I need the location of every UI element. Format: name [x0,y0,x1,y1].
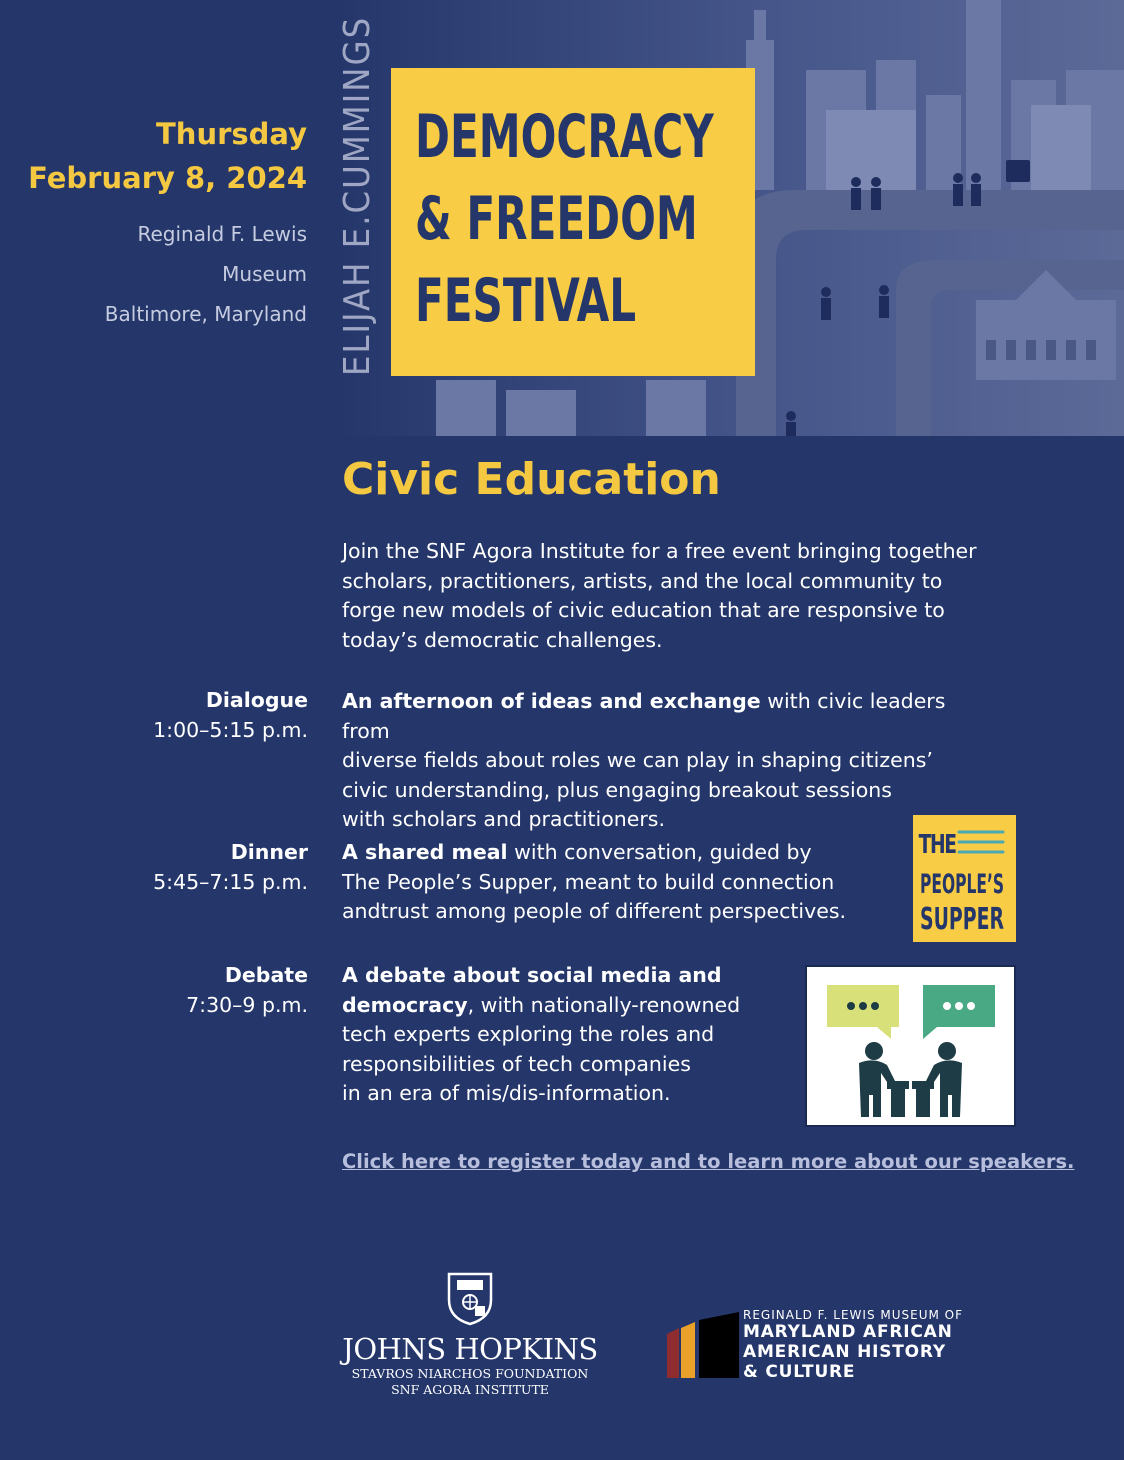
session-text: with scholars and practitioners. [342,807,665,831]
museum-emblem-icon [665,1308,741,1380]
session-name: Dialogue [205,688,308,712]
debate-illustration [805,965,1016,1127]
session-text: The People’s Supper, meant to build connection [342,869,835,894]
session-text: diverse fields about roles we can play in shaping citizens’ [342,748,933,772]
museum-logo [665,1308,995,1383]
venue-line: Museum [222,262,307,286]
museum-name-top: REGINALD F. LEWIS MUSEUM OF [743,1308,964,1322]
vertical-honoree-name: ELIJAH E.CUMMINGS [337,15,378,376]
supper-logo-word: THE [918,828,957,860]
schedule-text-dialogue [342,687,982,835]
intro-paragraph: Join the SNF Agora Institute for a free event bringing together scholars, practitioners, artists, and the local community to forge new models of civic education that are responsive to today’s democratic challenges. [342,539,977,652]
session-time: 5:45–7:15 p.m. [153,869,308,894]
museum-name-line: AMERICAN HISTORY [743,1342,946,1362]
session-text: responsibilities of tech companies [342,1051,691,1076]
event-date-block [28,112,307,334]
museum-name-main [743,1322,953,1382]
festival-title-box [391,68,755,376]
schedule-label-dinner [153,838,308,897]
jhu-subtitle: SNF AGORA INSTITUTE [391,1382,549,1397]
supper-logo-word: PEOPLE’S [920,869,1004,900]
section-title: Civic Education [342,454,721,505]
event-date: February 8, 2024 [28,161,307,195]
session-text: civic understanding, plus engaging breakout sessions [342,777,892,802]
jhu-subtitle: STAVROS NIARCHOS FOUNDATION [351,1366,589,1381]
session-text: with conversation, guided by [507,840,812,864]
supper-logo-word: SUPPER [920,902,1005,937]
event-venue [28,214,307,334]
venue-line: Reginald F. Lewis [137,222,307,246]
session-text: andtrust among people of different perspectives. [342,899,847,923]
festival-title-line: & FREEDOM [415,184,698,254]
jhu-logo [330,1270,610,1398]
schedule-label-debate [186,961,308,1020]
jhu-shield-icon [445,1270,495,1326]
session-text: , with nationally-renowned [467,992,741,1017]
session-text: in an era of mis/dis-information. [342,1081,671,1105]
register-link[interactable]: Click here to register today and to learn more about our speakers. [342,1150,1075,1173]
session-time: 7:30–9 p.m. [186,992,308,1017]
session-highlight: A debate about social media and [342,963,722,987]
museum-name-line: & CULTURE [743,1362,856,1382]
peoples-supper-logo [913,815,1016,942]
schedule-label-dialogue [153,686,308,745]
museum-name-line: MARYLAND AFRICAN [743,1322,953,1342]
session-highlight: An afternoon of ideas and exchange [342,689,761,713]
session-highlight: democracy [342,992,468,1017]
session-name: Dinner [230,840,308,864]
session-highlight: A shared meal [342,840,508,864]
session-name: Debate [224,963,308,987]
session-time: 1:00–5:15 p.m. [153,717,308,742]
festival-title-line: FESTIVAL [415,266,637,336]
session-text: tech experts exploring the roles and [342,1022,715,1046]
event-day: Thursday [156,117,307,151]
session-text: with civic leaders from [342,689,946,743]
schedule-text-dinner [342,838,902,927]
venue-line: Baltimore, Maryland [104,302,307,326]
festival-title-line: DEMOCRACY [415,102,714,172]
schedule-text-debate [342,961,792,1109]
jhu-name: JOHNS HOPKINS [342,1332,598,1366]
